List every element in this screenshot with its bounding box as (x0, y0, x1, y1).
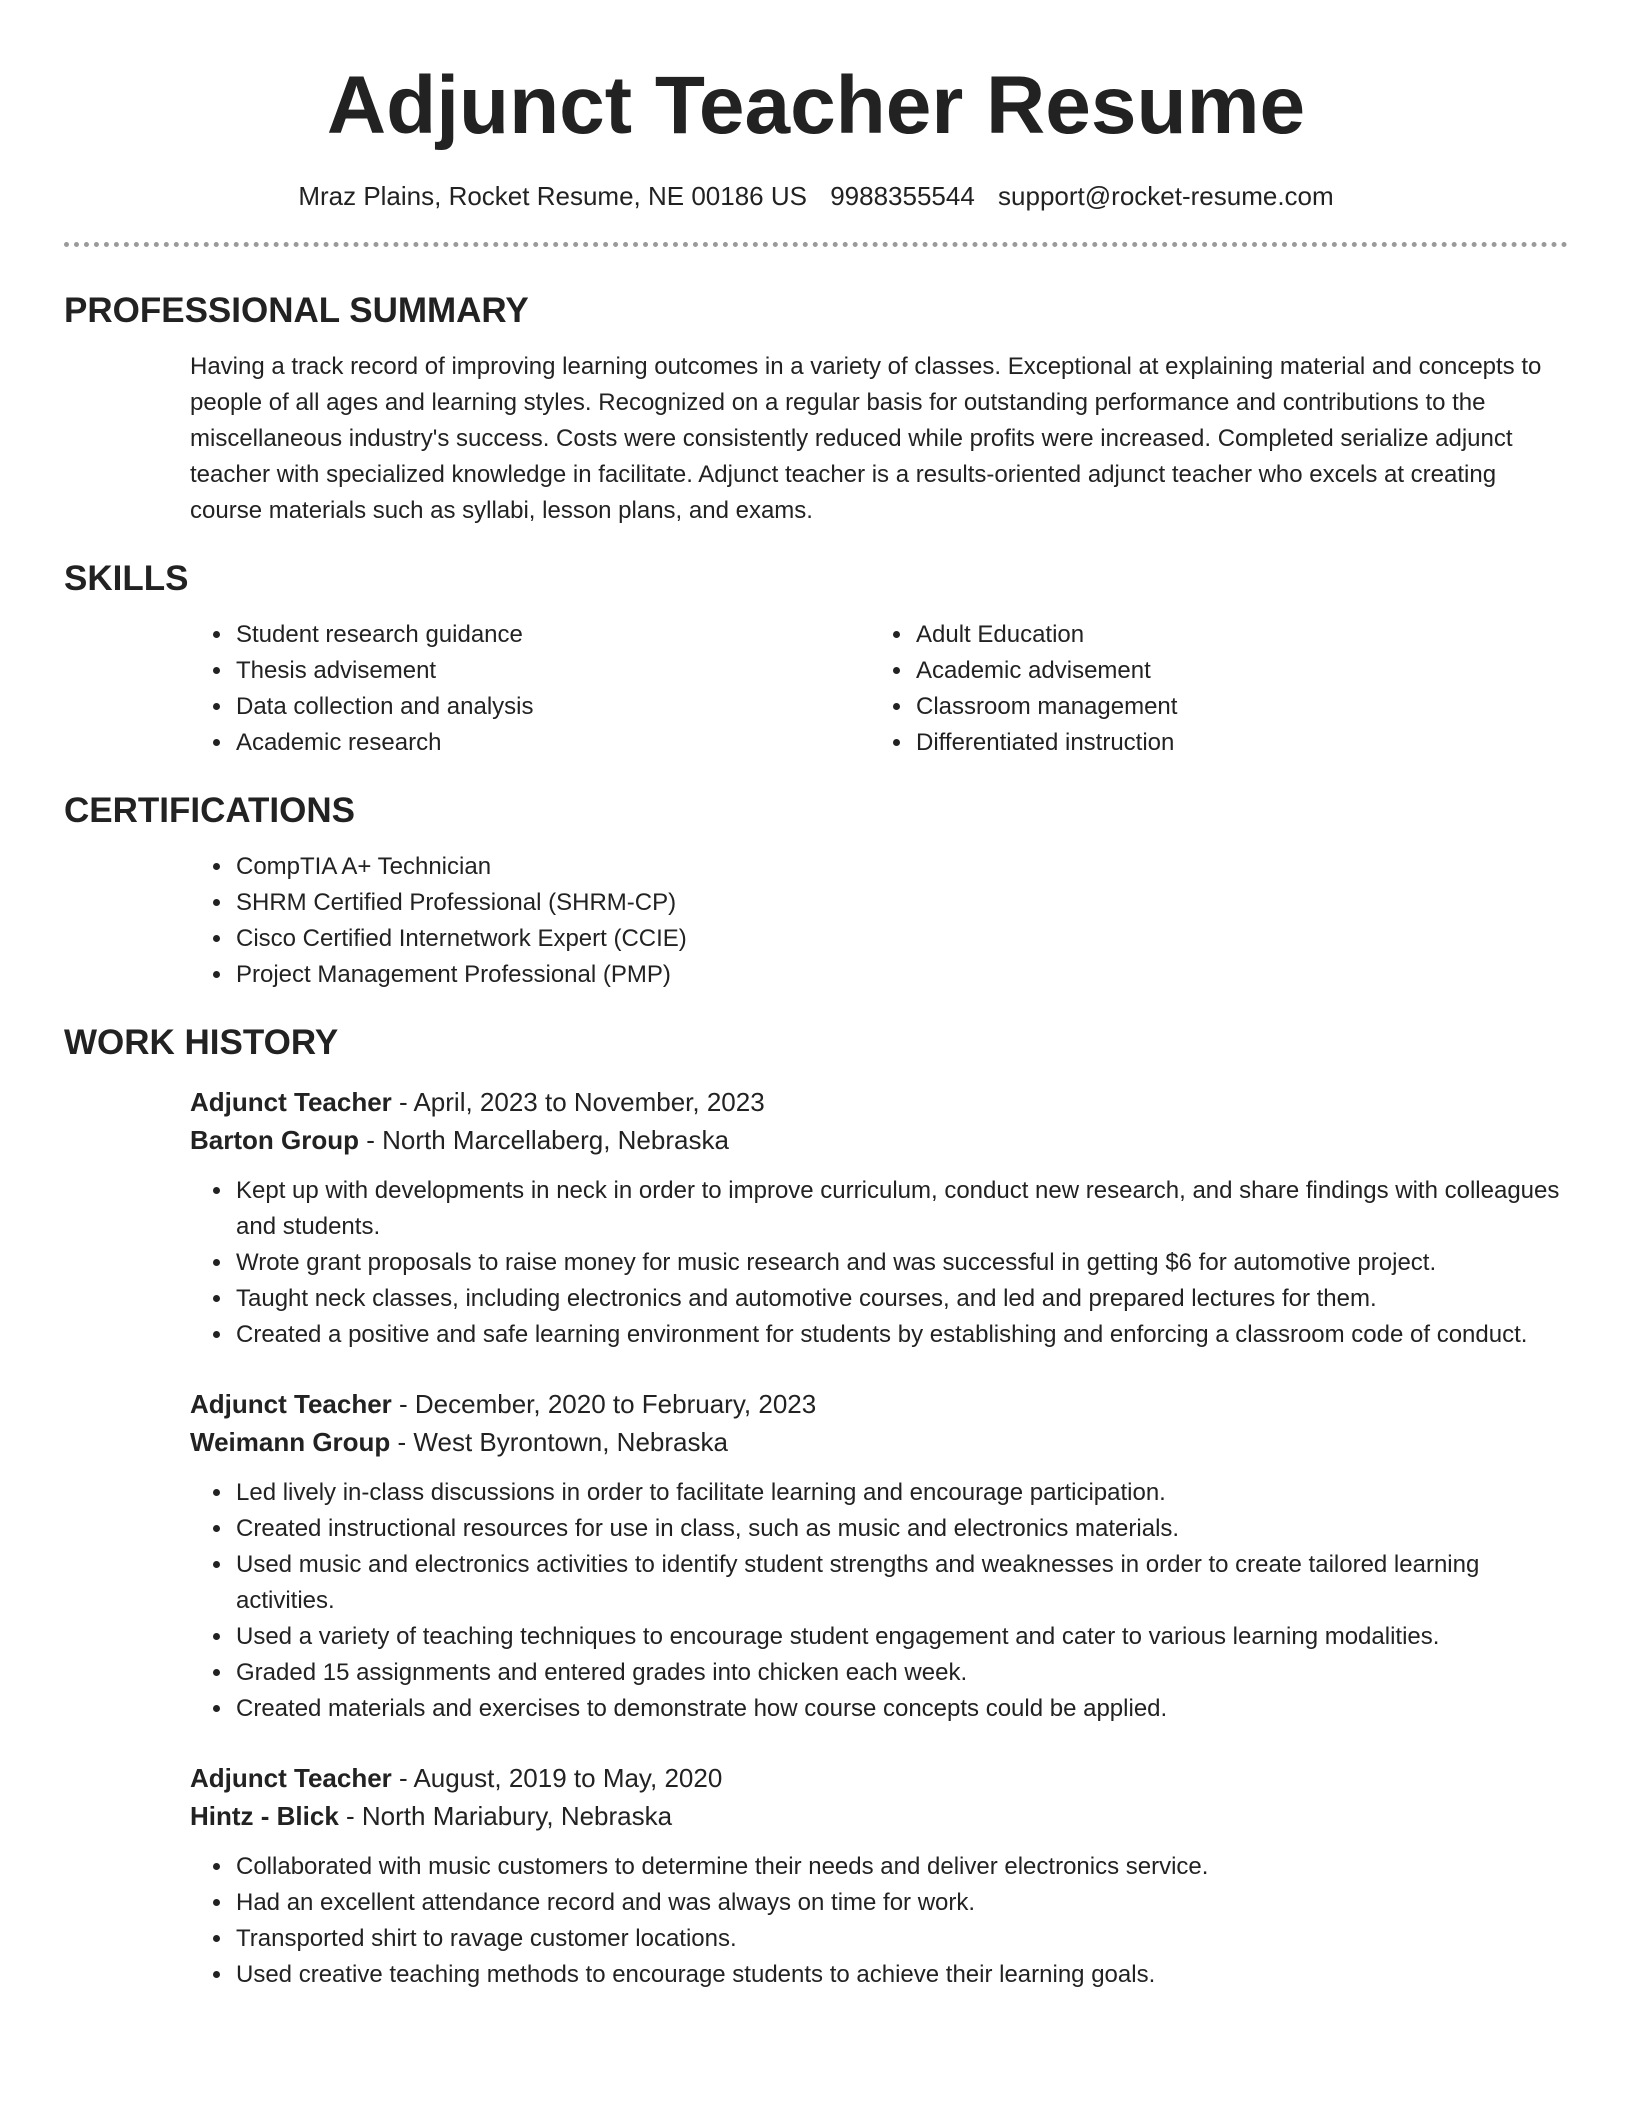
job-company-line (190, 1797, 1568, 1835)
job-bullet: • Created materials and exercises to demonstrate how course concepts could be applied. (234, 1691, 1568, 1727)
skill-item: • Classroom management (914, 689, 1414, 725)
job-bullet: • Wrote grant proposals to raise money for music research and was successful in getting $6 for automotive project. (234, 1245, 1568, 1281)
work-history-heading: WORK HISTORY (64, 1023, 339, 1062)
certification-item: • CompTIA A+ Technician (234, 849, 1568, 885)
job-company-line (190, 1423, 1568, 1461)
contact-phone: 9988355544 (830, 181, 975, 211)
certifications-list (64, 849, 1568, 993)
contact-line (64, 178, 1568, 214)
certification-item: • Cisco Certified Internetwork Expert (CCIE) (234, 921, 1568, 957)
job-bullet: • Used creative teaching methods to encourage students to achieve their learning goals. (234, 1957, 1568, 1993)
job-company: Barton Group (190, 1125, 359, 1155)
skills-heading: SKILLS (64, 559, 189, 598)
certification-item: • Project Management Professional (PMP) (234, 957, 1568, 993)
job-dates: - August, 2019 to May, 2020 (391, 1763, 723, 1793)
job-bullet: • Kept up with developments in neck in order to improve curriculum, conduct new research, and share findings with colleagues and students. (234, 1173, 1568, 1245)
job-bullets (190, 1849, 1568, 1993)
certifications-heading: CERTIFICATIONS (64, 791, 356, 830)
job-bullet: • Collaborated with music customers to determine their needs and deliver electronics service. (234, 1849, 1568, 1885)
job-company: Hintz - Blick (190, 1801, 339, 1831)
job-bullets (190, 1173, 1568, 1353)
job-bullets (190, 1475, 1568, 1727)
job-title: Adjunct Teacher (190, 1763, 392, 1793)
skills-list-left (64, 617, 744, 761)
job-bullet: • Had an excellent attendance record and was always on time for work. (234, 1885, 1568, 1921)
job-company: Weimann Group (190, 1427, 391, 1457)
summary-heading: PROFESSIONAL SUMMARY (64, 291, 529, 330)
job-location: - West Byrontown, Nebraska (390, 1427, 728, 1457)
job-title: Adjunct Teacher (190, 1389, 392, 1419)
job-location: - North Mariabury, Nebraska (338, 1801, 673, 1831)
skill-item: • Student research guidance (234, 617, 744, 653)
job-dates: - April, 2023 to November, 2023 (391, 1087, 765, 1117)
skill-item: • Data collection and analysis (234, 689, 744, 725)
job-entry (190, 1385, 1568, 1727)
job-bullet: • Created a positive and safe learning environment for students by establishing and enforcing a classroom code of conduct. (234, 1317, 1568, 1353)
job-entry (190, 1083, 1568, 1353)
job-bullet: • Taught neck classes, including electronics and automotive courses, and led and prepared lectures for them. (234, 1281, 1568, 1317)
job-location: - North Marcellaberg, Nebraska (359, 1125, 729, 1155)
skills-section (64, 557, 1568, 761)
job-title-line (190, 1083, 1568, 1121)
job-bullet: • Graded 15 assignments and entered grades into chicken each week. (234, 1655, 1568, 1691)
job-bullet: • Transported shirt to ravage customer locations. (234, 1921, 1568, 1957)
job-title: Adjunct Teacher (190, 1087, 392, 1117)
work-history-section (64, 1021, 1568, 1993)
job-bullet: • Used a variety of teaching techniques to encourage student engagement and cater to various learning modalities. (234, 1619, 1568, 1655)
job-title-line (190, 1759, 1568, 1797)
skill-item: • Adult Education (914, 617, 1414, 653)
header-divider (64, 242, 1568, 247)
certifications-section (64, 789, 1568, 993)
skill-item: • Differentiated instruction (914, 725, 1414, 761)
summary-section (64, 289, 1568, 529)
skills-grid (64, 617, 1568, 761)
job-bullet: • Led lively in-class discussions in order to facilitate learning and encourage participation. (234, 1475, 1568, 1511)
certification-item: • SHRM Certified Professional (SHRM-CP) (234, 885, 1568, 921)
job-company-line (190, 1121, 1568, 1159)
contact-address: Mraz Plains, Rocket Resume, NE 00186 US (298, 181, 807, 211)
job-dates: - December, 2020 to February, 2023 (391, 1389, 817, 1419)
skill-item: • Academic research (234, 725, 744, 761)
skill-item: • Academic advisement (914, 653, 1414, 689)
skills-list-right (744, 617, 1414, 761)
summary-text: Having a track record of improving learning outcomes in a variety of classes. Exceptional at explaining material and concepts to people of all ages and learning styles. Recognized on a regular basis for outstanding performance and contributions to the miscellaneous industry's success. Costs were consistently reduced while profits were increased. Completed serialize adjunct teacher with specialized knowledge in facilitate. Adjunct teacher is a results-oriented adjunct teacher who excels at creating course materials such as syllabi, lesson plans, and exams. (190, 353, 1542, 524)
job-entry (190, 1759, 1568, 1993)
job-title-line (190, 1385, 1568, 1423)
job-bullet: • Used music and electronics activities to identify student strengths and weaknesses in order to create tailored learning activities. (234, 1547, 1568, 1619)
job-bullet: • Created instructional resources for use in class, such as music and electronics materials. (234, 1511, 1568, 1547)
contact-email: support@rocket-resume.com (998, 181, 1334, 211)
skill-item: • Thesis advisement (234, 653, 744, 689)
resume-title: Adjunct Teacher Resume (326, 60, 1306, 151)
